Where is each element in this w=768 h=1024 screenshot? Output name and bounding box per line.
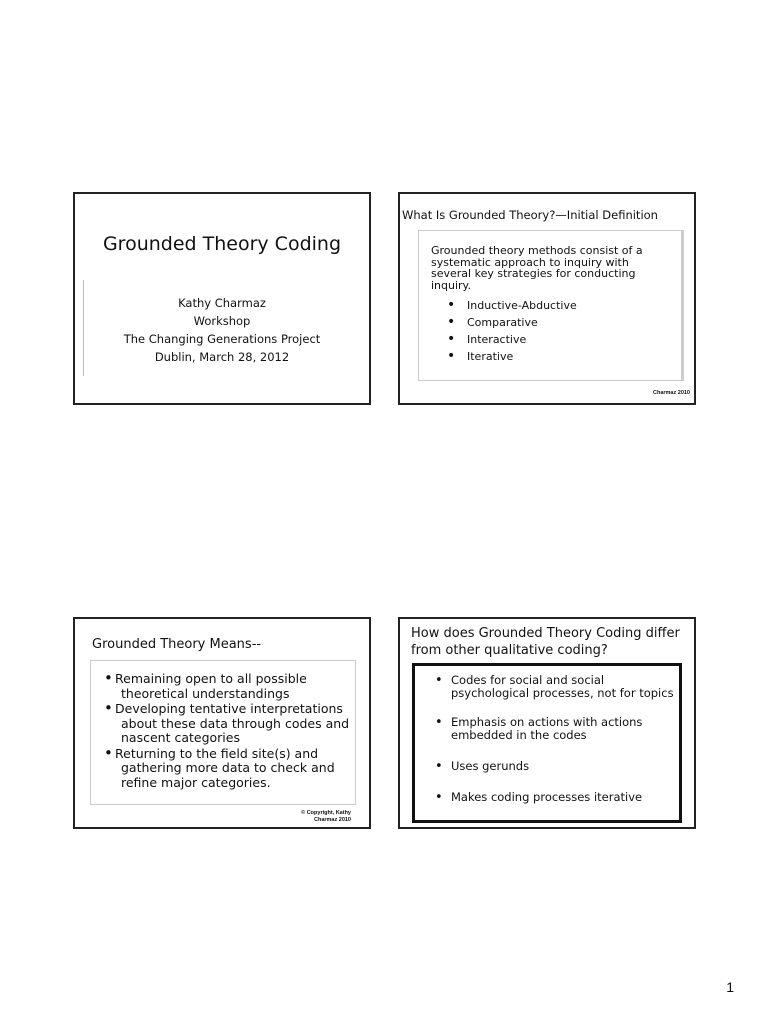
definition-text: Grounded theory methods consist of a systematic approach to inquiry with several key strategies for conducting inquiry. — [431, 244, 643, 292]
list-item: • Makes coding processes iterative — [421, 791, 679, 804]
list-item: • Uses gerunds — [421, 760, 679, 773]
project-name: The Changing Generations Project — [123, 332, 321, 346]
copyright-line-2: Charmaz 2010 — [314, 817, 351, 823]
slide-1-subtitle — [75, 294, 369, 366]
slide-1-title: Grounded Theory Coding — [102, 233, 342, 255]
list-item: • Iterative — [447, 348, 577, 365]
slide-3-title: Grounded Theory Means-- — [92, 637, 262, 652]
slide-3 — [73, 617, 371, 829]
copyright-note — [251, 810, 351, 824]
author-name: Kathy Charmaz — [178, 296, 266, 310]
slide-4 — [398, 617, 696, 829]
slide-2-title: What Is Grounded Theory?—Initial Definition — [402, 208, 658, 222]
slide-1 — [73, 192, 371, 405]
slide-4-title: How does Grounded Theory Coding differ from other qualitative coding? — [411, 626, 680, 658]
difference-list — [421, 674, 679, 804]
list-item: • Inductive-Abductive — [447, 297, 577, 314]
slide-2 — [398, 192, 696, 405]
list-item: • Codes for social and social psychological processes, not for topics — [421, 674, 679, 699]
list-item: • Comparative — [447, 314, 577, 331]
copyright-line-1: © Copyright, Kathy — [301, 810, 351, 816]
meaning-list — [93, 671, 355, 790]
list-item: • Developing tentative interpretations about these data through codes and nascent categories — [93, 701, 355, 746]
list-item: • Remaining open to all possible theoretical understandings — [93, 671, 355, 701]
content-box — [90, 660, 356, 805]
page-number: 1 — [726, 979, 734, 995]
event-date: Dublin, March 28, 2012 — [154, 350, 290, 364]
copyright-note: Charmaz 2010 — [653, 390, 690, 396]
strategy-list — [447, 297, 577, 365]
content-box — [412, 663, 682, 823]
content-box — [418, 230, 684, 381]
event-type: Workshop — [193, 314, 251, 328]
list-item: • Returning to the field site(s) and gathering more data to check and refine major categories. — [93, 746, 355, 791]
list-item: • Emphasis on actions with actions embedded in the codes — [421, 716, 679, 741]
list-item: • Interactive — [447, 331, 577, 348]
